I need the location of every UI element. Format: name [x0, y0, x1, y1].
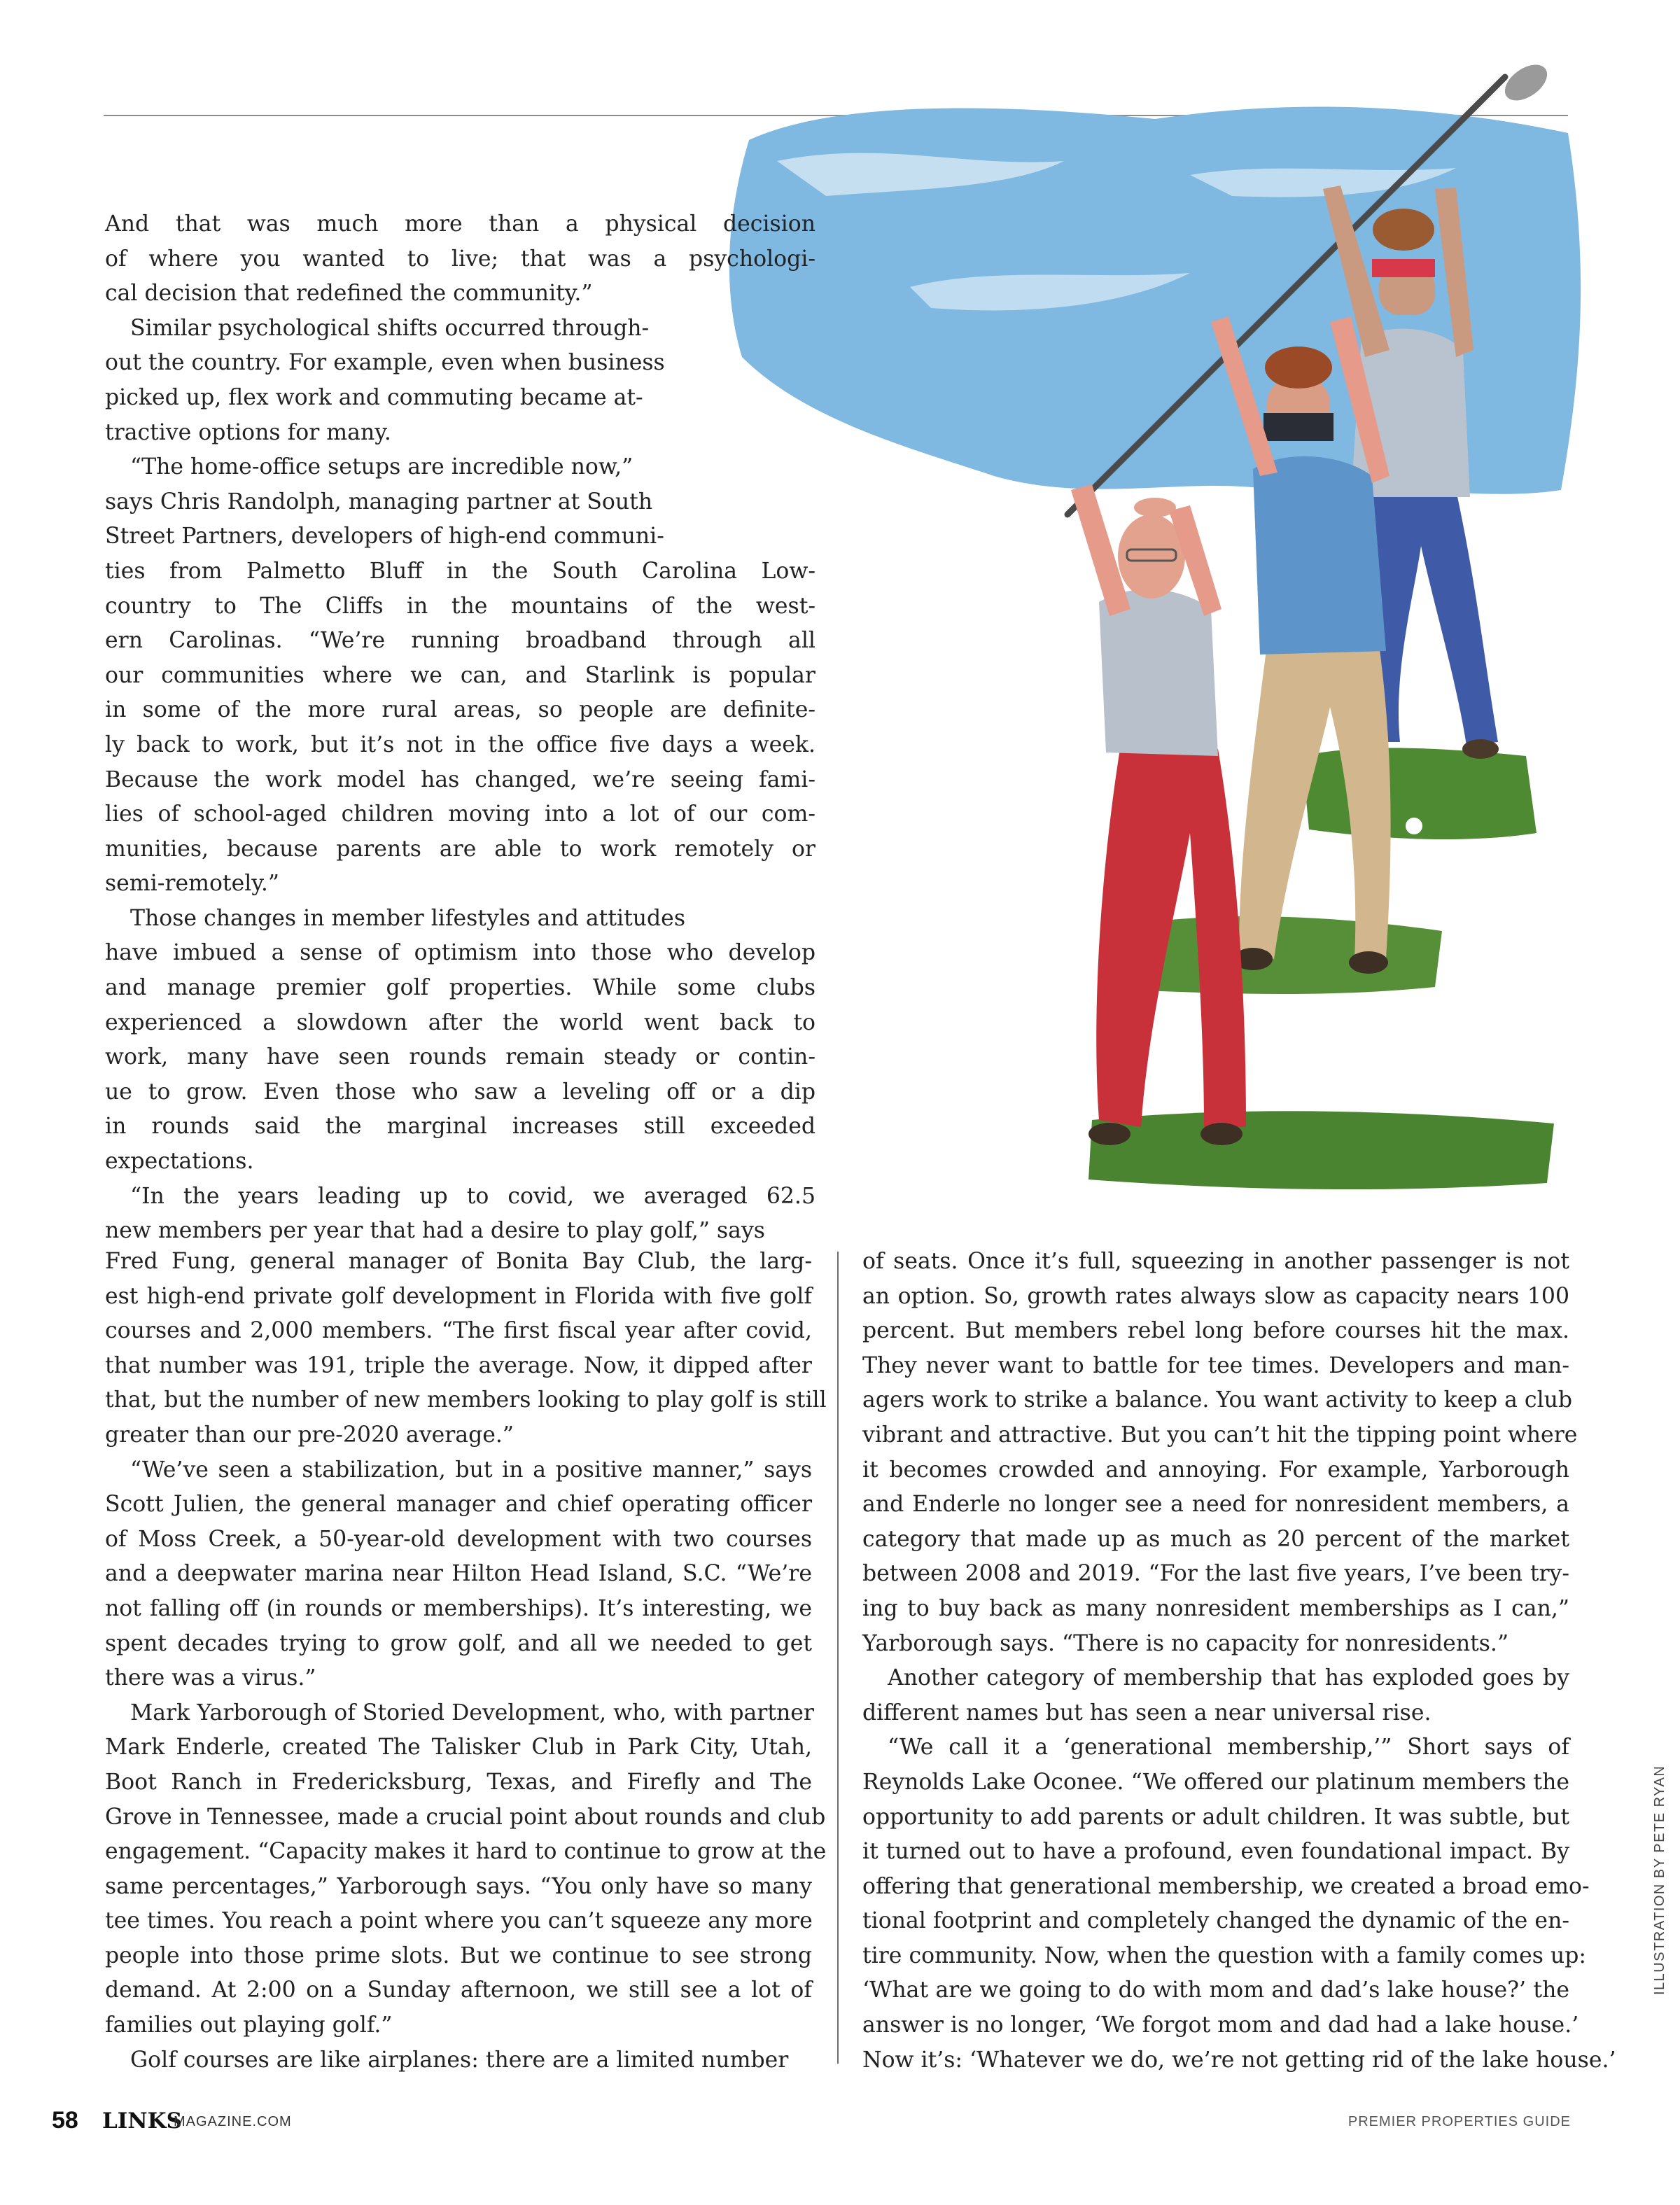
- article-line: tional footprint and completely changed the dynamic of the en-: [862, 1908, 1569, 1934]
- article-line: They never want to battle for tee times. Developers and man-: [862, 1352, 1569, 1378]
- article-column-right: [862, 1245, 1616, 2078]
- article-paragraph: [105, 1696, 827, 2043]
- article-line: new members per year that had a desire to play golf,” says: [105, 1218, 765, 1244]
- article-line: Because the work model has changed, we’re seeing fami-: [105, 766, 816, 792]
- article-line: ing to buy back as many nonresident memberships as I can,”: [862, 1595, 1569, 1621]
- brand-suffix: MAGAZINE.COM: [174, 2114, 292, 2129]
- article-line: Those changes in member lifestyles and attitudes: [130, 905, 685, 931]
- article-line: engagement. “Capacity makes it hard to continue to grow at the: [105, 1839, 827, 1865]
- article-line: ern Carolinas. “We’re running broadband through all: [105, 628, 816, 654]
- column-divider: [837, 1252, 839, 2064]
- page-number: 58: [52, 2107, 78, 2134]
- article-line: of seats. Once it’s full, squeezing in another passenger is not: [862, 1249, 1569, 1274]
- article-line: Street Partners, developers of high-end communi-: [105, 524, 664, 550]
- article-line: same percentages,” Yarborough says. “You only have so many: [105, 1873, 812, 1899]
- article-paragraph: [105, 312, 816, 450]
- article-line: Mark Yarborough of Storied Development, who, with partner: [130, 1700, 814, 1726]
- article-line: “The home-office setups are incredible now,”: [130, 454, 634, 480]
- section-name: PREMIER PROPERTIES GUIDE: [1348, 2114, 1571, 2129]
- article-paragraph: [105, 1245, 827, 1453]
- article-line: people into those prime slots. But we continue to see strong: [105, 1942, 812, 1968]
- grass-front: [1088, 1111, 1554, 1189]
- article-line: it turned out to have a profound, even foundational impact. By: [862, 1839, 1569, 1865]
- article-line: “We call it a ‘generational membership,’” Short says of: [888, 1735, 1569, 1760]
- article-line: not falling off (in rounds or memberships). It’s interesting, we: [105, 1595, 812, 1621]
- article-line: experienced a slowdown after the world went back to: [105, 1009, 816, 1035]
- article-line: tractive options for many.: [105, 419, 391, 445]
- article-line: families out playing golf.”: [105, 2012, 393, 2038]
- article-line: work, many have seen rounds remain steady or contin-: [105, 1044, 816, 1070]
- brand-name: LINKS: [102, 2108, 182, 2134]
- article-line: in some of the more rural areas, so people are definite-: [105, 697, 816, 723]
- golfers-illustration: [700, 56, 1610, 1246]
- article-line: Another category of membership that has exploded goes by: [888, 1665, 1569, 1691]
- article-line: Grove in Tennessee, made a crucial point about rounds and club: [105, 1804, 826, 1830]
- article-line: that number was 191, triple the average. Now, it dipped after: [105, 1352, 812, 1378]
- article-line: ties from Palmetto Bluff in the South Carolina Low-: [105, 558, 816, 584]
- article-line: ly back to work, but it’s not in the office five days a week.: [105, 732, 816, 757]
- article-line: Reynolds Lake Oconee. “We offered our platinum members the: [862, 1769, 1569, 1795]
- article-line: and Enderle no longer see a need for nonresident members, a: [862, 1492, 1569, 1518]
- article-line: different names but has seen a near universal rise.: [862, 1700, 1432, 1726]
- article-column-left-top: [105, 207, 816, 1249]
- article-line: Mark Enderle, created The Talisker Club in Park City, Utah,: [105, 1735, 812, 1760]
- article-paragraph: [862, 1245, 1578, 1661]
- article-paragraph: [105, 2043, 812, 2078]
- article-line: demand. At 2:00 on a Sunday afternoon, we still see a lot of: [105, 1977, 812, 2003]
- article-line: it becomes crowded and annoying. For example, Yarborough: [862, 1457, 1569, 1483]
- article-line: between 2008 and 2019. “For the last five years, I’ve been try-: [862, 1561, 1569, 1587]
- article-line: cal decision that redefined the community.”: [105, 281, 593, 307]
- article-line: offering that generational membership, we created a broad emo-: [862, 1873, 1590, 1899]
- illustration-credit: ILLUSTRATION BY PETE RYAN: [1652, 1765, 1667, 1995]
- article-line: munities, because parents are able to work remotely or: [105, 836, 816, 862]
- article-line: of Moss Creek, a 50-year-old development with two courses: [105, 1526, 812, 1552]
- article-line: our communities where we can, and Starlink is popular: [105, 662, 816, 688]
- page-footer: [52, 2107, 1571, 2135]
- article-line: est high-end private golf development in Florida with five golf: [105, 1283, 812, 1309]
- article-line: lies of school-aged children moving into a lot of our com-: [105, 802, 816, 827]
- article-line: out the country. For example, even when business: [105, 350, 665, 376]
- article-line: greater than our pre-2020 average.”: [105, 1422, 514, 1448]
- article-line: tire community. Now, when the question with a family comes up:: [862, 1942, 1586, 1968]
- article-line: spent decades trying to grow golf, and all we needed to get: [105, 1630, 812, 1656]
- article-line: category that made up as much as 20 percent of the market: [862, 1526, 1569, 1552]
- article-line: percent. But members rebel long before courses hit the max.: [862, 1318, 1569, 1344]
- grass-middle: [1134, 916, 1442, 994]
- article-line: have imbued a sense of optimism into those who develop: [105, 940, 816, 966]
- article-line: tee times. You reach a point where you can’t squeeze any more: [105, 1908, 813, 1934]
- article-line: Golf courses are like airplanes: there are a limited number: [130, 2047, 789, 2073]
- article-line: and manage premier golf properties. While some clubs: [105, 975, 816, 1001]
- article-line: that, but the number of new members looking to play golf is still: [105, 1387, 827, 1413]
- article-line: there was a virus.”: [105, 1665, 316, 1691]
- article-paragraph: [105, 1453, 812, 1696]
- article-line: and a deepwater marina near Hilton Head Island, S.C. “We’re: [105, 1561, 812, 1587]
- article-line: Similar psychological shifts occurred through-: [130, 315, 650, 341]
- article-line: an option. So, growth rates always slow as capacity nears 100: [862, 1283, 1569, 1309]
- article-line: of where you wanted to live; that was a psychologi-: [105, 246, 816, 272]
- golfer-front: [1071, 484, 1246, 1202]
- article-line: answer is no longer, ‘We forgot mom and dad had a lake house.’: [862, 2012, 1579, 2038]
- article-line: Boot Ranch in Fredericksburg, Texas, and Firefly and The: [105, 1769, 812, 1795]
- article-line: expectations.: [105, 1149, 254, 1175]
- article-line: “We’ve seen a stabilization, but in a positive manner,” says: [130, 1457, 812, 1483]
- article-line: Now it’s: ‘Whatever we do, we’re not getting rid of the lake house.’: [862, 2047, 1616, 2073]
- article-line: semi-remotely.”: [105, 871, 280, 897]
- article-column-left-bottom: [105, 1245, 827, 2078]
- article-line: Scott Julien, the general manager and chief operating officer: [105, 1492, 812, 1518]
- article-line: says Chris Randolph, managing partner at South: [105, 489, 653, 514]
- article-line: picked up, flex work and commuting became at-: [105, 384, 643, 410]
- article-line: ue to grow. Even those who saw a leveling off or a dip: [105, 1079, 816, 1105]
- article-paragraph: [105, 1180, 816, 1249]
- article-paragraph: [862, 1730, 1616, 2078]
- article-line: And that was much more than a physical decision: [105, 211, 816, 237]
- article-line: opportunity to add parents or adult children. It was subtle, but: [862, 1804, 1569, 1830]
- article-line: ‘What are we going to do with mom and dad’s lake house?’ the: [862, 1977, 1569, 2003]
- article-line: Fred Fung, general manager of Bonita Bay Club, the larg-: [105, 1249, 812, 1274]
- article-line: “In the years leading up to covid, we averaged 62.5: [130, 1183, 816, 1209]
- article-line: in rounds said the marginal increases still exceeded: [105, 1114, 816, 1140]
- article-line: country to The Cliffs in the mountains of the west-: [105, 593, 816, 619]
- article-paragraph: [105, 902, 816, 1180]
- article-paragraph: [105, 450, 816, 902]
- article-line: agers work to strike a balance. You want activity to keep a club: [862, 1387, 1573, 1413]
- article-line: courses and 2,000 members. “The first fiscal year after covid,: [105, 1318, 812, 1344]
- article-line: Yarborough says. “There is no capacity for nonresidents.”: [862, 1630, 1509, 1656]
- article-paragraph: [105, 207, 816, 312]
- article-paragraph: [862, 1661, 1569, 1730]
- article-line: vibrant and attractive. But you can’t hit the tipping point where: [862, 1422, 1578, 1448]
